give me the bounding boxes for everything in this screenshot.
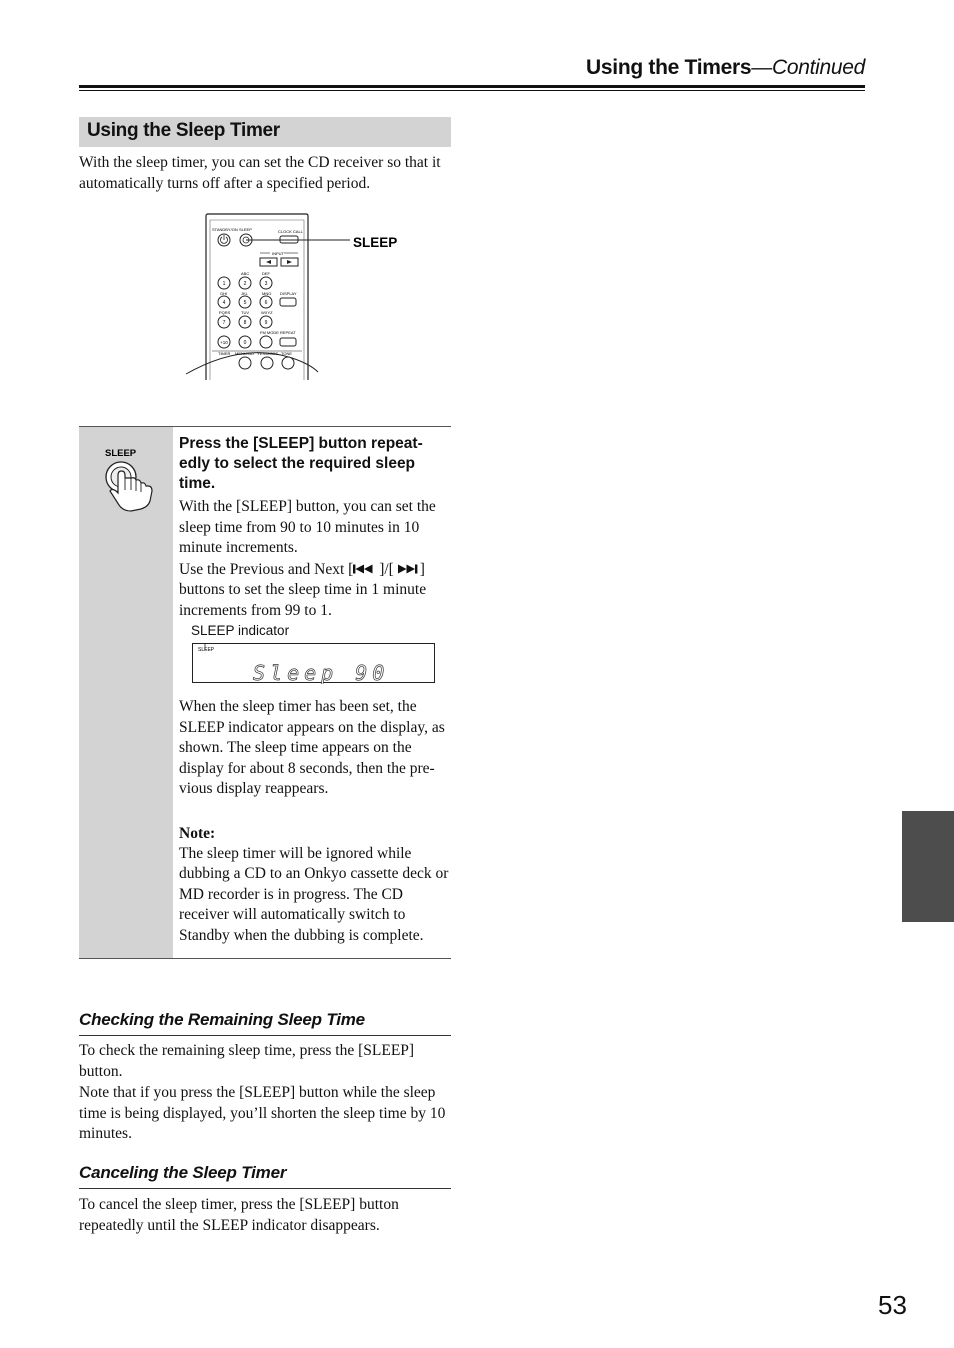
remote-label-repeat: REPEAT [280, 330, 296, 335]
remote-label-standby: STANDBY/ON [212, 227, 238, 232]
header-rule-thick [79, 85, 865, 88]
remote-illustration [182, 212, 412, 382]
remote-key-4: 4 [222, 300, 226, 306]
step-paragraph-2: Use the Previous and Next [ ]/[ ] buttons to set the sleep time in 1 minute increments from 99 to 1. [179, 560, 427, 619]
remote-key-5: 5 [243, 300, 247, 306]
remote-label-def: DEF [262, 271, 270, 276]
display-sleep-text: Sleep 90 [253, 661, 390, 684]
remote-label-yes: YES/MODE [257, 351, 279, 356]
remote-label-timer: TIMER [218, 351, 231, 356]
remote-control-icon [182, 212, 412, 382]
press-sleep-button-icon [101, 445, 157, 521]
side-tab [902, 811, 954, 922]
step-heading: Press the [SLEEP] button repeat-edly to select the required sleep time. [179, 435, 423, 492]
sleep-indicator-label: SLEEP indicator [191, 623, 290, 638]
checking-paragraph-1: To check the remaining sleep time, press the [SLEEP] button. [79, 1042, 415, 1080]
next-icon [398, 564, 420, 574]
note-heading: Note: [179, 824, 216, 842]
step-content [179, 434, 451, 947]
header-title: Using the Timers—Continued [586, 56, 865, 79]
remote-label-ghi: GHI [220, 291, 228, 296]
remote-label-sleep: SLEEP [239, 227, 252, 232]
remote-label-abc: ABC [241, 271, 250, 276]
remote-label-fm-mode: FM MODE [260, 330, 279, 335]
display-readout [193, 644, 436, 684]
remote-label-clock: CLOCK CALL [278, 229, 303, 234]
display-sleep-indicator: SLEEP [198, 647, 215, 653]
remote-label-jkl: JKL [241, 291, 248, 296]
display-panel [192, 643, 435, 683]
checking-text [79, 1041, 453, 1145]
page-header [79, 56, 865, 92]
remote-label-display: DISPLAY [280, 291, 297, 296]
note-text: The sleep timer will be ignored while dubbing a CD to an Onkyo cassette deck or MD recorder is in progress. The CD receiver will automatically switch to Standby when the dubbing is complete. [179, 844, 449, 944]
remote-key-plus10: +10 [220, 340, 228, 345]
canceling-text [79, 1195, 453, 1236]
step-paragraph-3: When the sleep timer has been set, the SLEEP indicator appears on the display, as shown. The sleep time appears on the display for about 8 seconds, then the pre-vious display reappears. [179, 698, 445, 797]
remote-label-mno: MNO [262, 291, 272, 296]
intro-paragraph: With the sleep timer, you can set the CD receiver so that it automatically turns off after a specified period. [79, 154, 441, 192]
section-title-bar [79, 117, 451, 147]
remote-label-menu: MENU/NO [235, 351, 254, 356]
remote-key-6: 6 [264, 300, 268, 306]
step-side-panel [79, 427, 173, 958]
remote-label-wxyz: WXYZ [261, 310, 273, 315]
remote-key-2: 2 [243, 281, 247, 287]
page-number: 53 [878, 1290, 907, 1320]
checking-heading: Checking the Remaining Sleep Time [79, 1010, 451, 1036]
previous-icon [353, 564, 375, 574]
remote-key-3: 3 [264, 281, 268, 287]
remote-label-tuv: TUV [241, 310, 249, 315]
remote-label-tone: TONE [281, 351, 293, 356]
canceling-heading: Canceling the Sleep Timer [79, 1163, 451, 1189]
header-continued: —Continued [751, 56, 865, 79]
remote-key-8: 8 [243, 320, 247, 326]
remote-key-1: 1 [222, 281, 226, 287]
remote-key-9: 9 [264, 320, 268, 326]
canceling-paragraph-1: To cancel the sleep timer, press the [SLEEP] button repeatedly until the SLEEP indicator disappears. [79, 1196, 399, 1234]
header-rule-thin [79, 90, 865, 91]
step-icon-label: SLEEP [105, 448, 137, 459]
remote-label-pqrs: PQRS [219, 310, 231, 315]
remote-sleep-callout: SLEEP [353, 235, 398, 250]
section-title: Using the Sleep Timer [87, 120, 280, 141]
remote-label-input: INPUT [272, 251, 284, 256]
checking-paragraph-2: Note that if you press the [SLEEP] button while the sleep time is being displayed, you’ll shorten the sleep time by 10 minutes. [79, 1084, 446, 1142]
remote-key-0: 0 [243, 340, 247, 346]
step-paragraph-1: With the [SLEEP] button, you can set the sleep time from 90 to 10 minutes in 10 minute increments. [179, 498, 436, 556]
remote-key-7: 7 [222, 320, 226, 326]
step-box [79, 426, 451, 959]
